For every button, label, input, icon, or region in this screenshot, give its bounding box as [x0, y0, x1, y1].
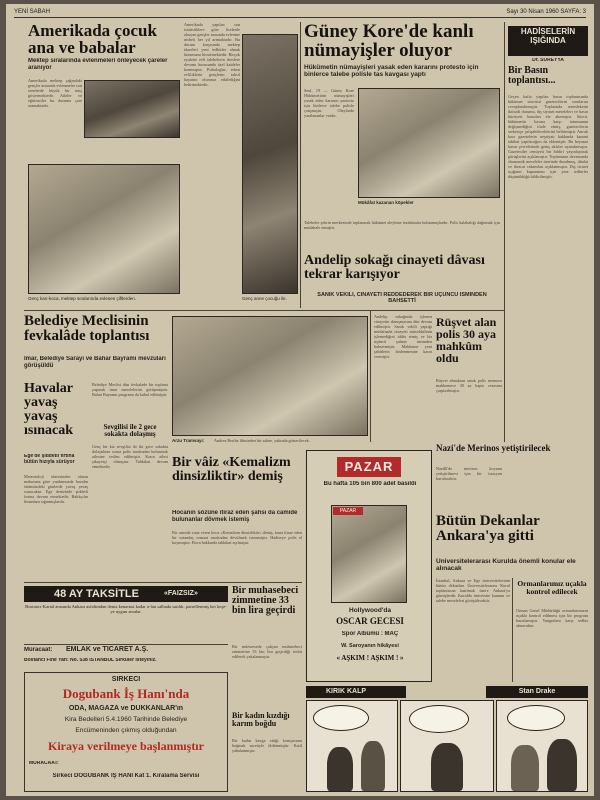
- pazar-teaser-3: Spor Albümü : MAÇ: [341, 631, 399, 637]
- rusvet-headline: Rüşvet alan polis 30 aya mahkûm oldu: [436, 316, 497, 365]
- muhasebeci-headline: Bir muhasebeci zimmetine 33 bin lira geçirdi: [232, 586, 299, 616]
- taksit-headline: 48 AY TAKSİTLE: [54, 588, 139, 600]
- dekanlar-body: İstanbul, Ankara ve Ege üniversitelerinin bütün dekanları Üniversitelerarası Kurul toplantısına katılmak üzere Ankara'ya gitmişlerdir. Kurulda üniversite kanunu ve talebe meseleleri görüşülecektir.: [436, 578, 510, 603]
- comic-left-title: KIRIK KALP: [326, 688, 367, 695]
- amerika-photo-tall-caption: Genç anne çocuğu ile.: [242, 296, 287, 301]
- nazi-body: Nazilli'de merinos koyunu yetiştirilmesi için bir istasyon kurulacaktır.: [436, 466, 502, 481]
- vaiz-subhead: Hocanın sözüne itiraz eden şahsı da camide bulunanlar dövmek istemiş: [172, 510, 298, 523]
- nazi-headline: Nazi'de Merinos yetiştirilecek: [436, 444, 551, 453]
- comic-panel-3: [496, 700, 588, 792]
- taksit-contact-name: EMLÂK ve TİCARET A.Ş.: [66, 646, 149, 653]
- comic-panel-1: [306, 700, 398, 792]
- pazar-cover-photo: [331, 505, 407, 603]
- comic-right-title: Stan Drake: [518, 688, 556, 695]
- amerika-photo-top: [84, 80, 180, 138]
- hadiseler-kicker-box: [508, 26, 588, 56]
- amerika-photo-caption: Genç karı-koca, mektep sıralarında evlenen çiftlerden.: [28, 296, 137, 301]
- dogubank-line1: ODA, MAĞAZA ve DÜKKANLAR'ın: [68, 705, 184, 712]
- dogubank-line2: Kira Bedelleri 5.4.1960 Tarihinde Belediye: [64, 716, 188, 723]
- hadiseler-title: Bir Basın toplantısı...: [508, 66, 556, 86]
- taksit-address: Bostancı Fine Yan: No. 538 İSTANBUL Sirküler isteyiniz.: [24, 658, 157, 663]
- comic-left-title-bar: [306, 686, 406, 698]
- kore-photo-dogs: [358, 88, 500, 198]
- belediye-body: Belediye Meclisi dün fevkalade bir toplantı yaparak imar meselelerini görüşmüştür. Bahar Bayramı programı da kabul edilmiştir.: [92, 382, 168, 397]
- dogubank-title: Dogubank İş Hanı'nda: [62, 687, 190, 701]
- newspaper-page: [6, 4, 594, 796]
- dogubank-line3: Encümeninden çıkmış olduğundan: [75, 727, 177, 734]
- comic-right-title-bar: [486, 686, 588, 698]
- dogubank-ad: [24, 672, 228, 792]
- dekanlar-headline: Bütün Dekanlar Ankara'ya gitti: [436, 514, 540, 544]
- dogubank-contact-label: MÜRACAAT:: [29, 761, 59, 766]
- kore-body-2: Talebeler şehrin merkezinde toplanarak hükümet aleyhine tezahüratta bulunmuşlardır. Polis kalabalığı dağıtmak için müdahale etmiştir.: [304, 220, 500, 230]
- amerika-headline-block: [28, 22, 178, 56]
- taksit-body: Bostancı-Kartal arasında Ankara asfaltından deniz kenarına kadar a-lan salhada satılık, parsellenmiş her keşe-ye uygun arsalar.: [25, 604, 227, 614]
- kadin-body: Bir kadın kavga ettiği komşusunu boğmak suretiyle öldürmüştür. Katil yakalanmıştır.: [232, 738, 302, 753]
- pazar-teaser-1: Hollywood'da: [349, 607, 391, 614]
- belediye-headline: Belediye Meclisinin fevkalâde toplantısı: [24, 314, 150, 344]
- hadiseler-kicker: HADİSELERİN IŞIĞINDA: [520, 27, 576, 45]
- andelip-subhead: SANIK VEKİLİ, CİNAYETİ REDDEDEREK BİR ÜÇÜNCÜ İSMİNDEN BAHSETTİ: [317, 292, 487, 305]
- amerika-headline: Amerikada çocuk ana ve babalar: [28, 22, 157, 56]
- havalar-headline: Havalar yavaş yavaş ısınacak: [24, 382, 74, 438]
- taksit-contact: [24, 644, 228, 670]
- rusvet-body: Rüşvet almaktan sanık polis memuru mahkemece 30 ay hapis cezasına çarptırılmıştır.: [436, 378, 502, 393]
- orman-headline: Ormanlarımız uçakla kontrol edilecek: [517, 580, 587, 596]
- pazar-teaser-5: « AŞKIM ! AŞKIM ! »: [336, 655, 404, 662]
- taksit-ad: [24, 586, 228, 642]
- masthead-left: YENİ SABAH: [14, 8, 51, 15]
- pazar-cover-brand: PAZAR: [333, 507, 363, 515]
- pazar-box: [306, 450, 432, 682]
- belediye-subhead: İmar, Belediye Sarayı ve Bahar Bayramı mevzuları görüşüldü: [24, 356, 166, 369]
- orman-body: Orman Genel Müdürlüğü ormanlarımızın uçakla kontrol edilmesi için bir program hazırlamıştır. Yangınlara karşı tedbir alınacaktır.: [516, 608, 588, 628]
- sevgilisi-body: Genç bir kız sevgilisi ile iki gece sokakta dolaştıktan sonra polis tarafından bulunarak ailesine teslim edilmiştir. Kızın ailesi şikayetçi olmuştur. Tahkikat devam etmektedir.: [92, 444, 168, 469]
- pazar-circulation: Bu hafta 105 bin 800 adet basıldı: [323, 481, 417, 487]
- kore-subhead: Hükümetin nümayişleri yasak eden kararını protesto için binlerce talebe polisle tas kavgası yaptı: [304, 64, 479, 79]
- masthead: [14, 6, 586, 18]
- arzu-photo: [172, 316, 368, 436]
- dogubank-highlight: Kiraya verilmeye başlanmıştır: [48, 740, 204, 753]
- kore-body: Seul, 19 — Güney Kore Hükümetinin nümayişleri yasak eden kararını protesto için binlerce talebe polisle çatışmıştır. Olaylarda yaralananlar vardır.: [304, 88, 354, 118]
- havalar-subhead: Ege'de şiddetli fırtına bütün hızıyla sürüyor: [24, 454, 75, 465]
- havalar-body: Meteoroloji idaresinden alınan malumata göre yurdumuzda havalar önümüzdeki günlerde yavaş yavaş ısınacaktır. Ege denizinde şiddetli fırtına devam etmektedir. Balıkçılar limanlara sığınmışlardır.: [24, 474, 88, 504]
- kore-headline-block: [304, 22, 500, 62]
- masthead-right: Sayı 30 Nisan 1960 SAYFA: 3: [506, 8, 586, 15]
- amerika-photo-tall: [242, 34, 298, 294]
- taksit-banner: [24, 586, 228, 602]
- andelip-headline: Andelip sokağı cinayeti dâvası tekrar karışıyor: [304, 254, 485, 282]
- vaiz-headline: Bir vâiz «Kemalizm dinsizliktir» demiş: [172, 456, 291, 484]
- pazar-teaser-2: OSCAR GECESİ: [336, 617, 404, 626]
- hadiseler-byline: Dr. SÜREYYA: [532, 58, 564, 63]
- arzu-caption: Arzu Tramvayı:: [172, 438, 205, 443]
- kore-headline: Güney Kore'de kanlı nümayişler oluyor: [304, 22, 474, 61]
- muhasebeci-body: Bir müessesede çalışan muhasebeci zimmetine 33 bin lira geçirdiği tesbit edilerek yakalanmıştır.: [232, 644, 302, 659]
- pazar-logo: PAZAR: [337, 457, 401, 477]
- pazar-teaser-4: W. Saroyanın hikâyesi: [341, 643, 399, 649]
- amerika-subhead: Mektep sıralarında evlenmeleri önleyecek çareler aranıyor: [28, 58, 168, 71]
- dogubank-kicker: SİRKECİ: [111, 676, 141, 683]
- hadiseler-body: Geçen hafta yapılan basın toplantısında hükümet sözcüsü gazetecilerin sorularını cevaplandırmıştır. Toplantıda memleketin iktisadi durumu, dış siyaset meseleleri ve basın hürriyeti konuları ele alınmıştır. Sözcü, hükümetin basına karşı tutumunun değişmediğini ifade etmiş, gazetecilerin serbestçe çalışabileceklerini belirtmiştir. Ancak bazı gazetelerin neşriyatı hakkında kanuni takibat yapılacağını da eklemiştir. Bu beyanat basın çevrelerinde geniş akisler uyandırmıştır. Gazeteciler cemiyeti bir bildiri yayınlayarak görüşlerini açıklamıştır. Toplantının devamında ekonomik meseleler üzerinde durulmuş, ithalat ve ihracat rakamları açıklanmıştır. Dış ticaret açığının kapanması için yeni tedbirler düşünüldüğü bildirilmiştir.: [508, 94, 588, 179]
- amerika-body-col2: Amerikada yapılan son istatistiklere göre liselerde okuyan gençler arasında evlenme nisbeti her yıl artmaktadır. Bu durum karşısında mektep idareleri yeni tedbirler almak lüzumunu hissetmektedir. Birçok eyalette evli talebelerin derslere devamı hususunda özel kaideler konmuştur. Psikologlar, erken evliliklerin gençlerin tahsil hayatını olumsuz etkilediğini belirtmektedir.: [184, 22, 240, 87]
- andelip-body: Andelip sokağında işlenen cinayetin duruşmasına dün devam edilmiştir. Sanık vekili yaptığı müdafaada cinayeti müvekkilinin işlemediğini iddia etmiş ve bir üçüncü şahsın isminden bahsetmiştir. Mahkeme yeni şahitlerin dinlenmesine karar vermiştir.: [374, 314, 432, 359]
- sevgilisi-headline: Sevgilisi ile 2 gece sokakta dolaşmış: [103, 424, 157, 438]
- arzu-caption-body: Andrea Bertha filminden bir sahne, yakında gösterilecek.: [214, 438, 310, 443]
- kadin-headline: Bir kadın kızdığı karım boğdu: [232, 712, 290, 728]
- dekanlar-subhead: Üniversitelerarası Kurulda önemli konular ele alınacak: [436, 558, 576, 573]
- vaiz-body: Bir camide vaaz veren hoca «Kemalizm dinsizliktir» demiş, buna itiraz eden bir vatandaş cemaat tarafından dövülmek istenmiştir. Hadiseye polis el koymuştur. Hoca hakkında tahkikat açılmıştır.: [172, 530, 302, 545]
- dogubank-footer: Sirkeci DOĞUBANK İŞ HANI Kat 1. Kiralama Servisi: [52, 773, 200, 779]
- comic-panel-2: [400, 700, 494, 792]
- taksit-badge: «FAİZSİZ»: [164, 590, 198, 597]
- amerika-photo-couple: [28, 164, 180, 294]
- taksit-contact-label: Müracaat:: [24, 647, 53, 653]
- kore-photo-caption: Mükâfat kazanan köpekler: [358, 200, 414, 205]
- amerika-body: Amerikada mektep çağındaki gençler arasında evlenmeler son senelerde büyük bir artış göstermektedir. Aileler ve eğitimciler bu duruma çare aramaktadır.: [28, 78, 82, 108]
